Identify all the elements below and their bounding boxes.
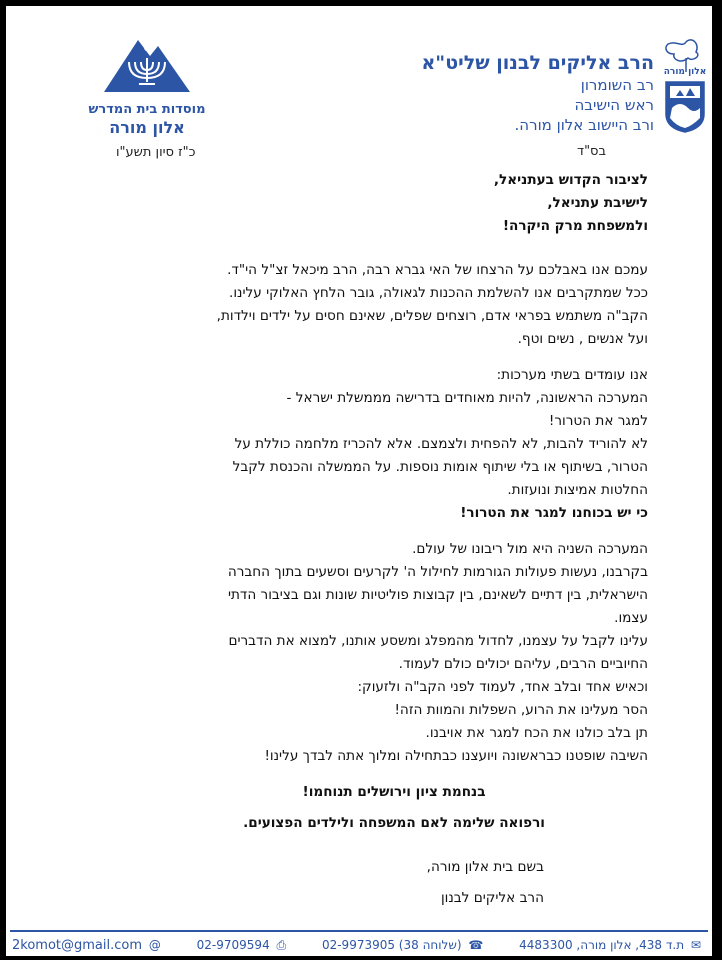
closing-wish: ורפואה שלימה לאם המשפחה ולילדים הפצועים.	[243, 815, 545, 831]
institution-line-2: אלון מורה	[109, 118, 185, 137]
footer	[12, 934, 704, 956]
institution-line-1: מוסדות בית המדרש	[88, 102, 206, 117]
rabbi-header	[421, 51, 654, 135]
paragraph-line: הקב"ה משתמש בפראי אדם, רוצחים שפלים, שאינם חסים על ילדים וילדות,	[216, 308, 648, 324]
rabbi-name: הרב אליקים לבנון שליט"א	[421, 52, 654, 74]
paragraph-line: החיוביים הרבים, עליהם יכולים כולם לעמוד.	[398, 656, 648, 672]
paragraph-line: תן בלב כולנו את הכח למגר את אויבנו.	[425, 725, 648, 741]
shield-crest-icon	[662, 38, 708, 134]
paragraph-line: הסר מעלינו את הרוע, השפלות והמוות הזה!	[394, 702, 648, 718]
footer-fax: 02-9709594	[196, 937, 270, 952]
addressee-line: לציבור הקדוש בעתניאל,	[493, 172, 648, 188]
rabbi-role-3: ורב היישוב אלון מורה.	[514, 116, 654, 134]
paragraph-line: המערכה השניה היא מול ריבונו של עולם.	[412, 541, 648, 557]
paragraph-line: ככל שמתקרבים אנו להשלמת ההכנות לגאולה, גובר הלחץ האלוקי עלינו.	[229, 285, 648, 301]
phone-icon: ☎	[468, 938, 484, 952]
footer-phone-group	[322, 938, 486, 952]
paragraph-line: השיבה שופטנו כבראשונה ויועצנו כבתחילה ומלוך אתה לבדך עלינו!	[264, 748, 648, 764]
at-icon: @	[148, 937, 161, 952]
paragraph-line: עמכם אנו באבלכם על הרצחו של האי גברא רבה, הרב מיכאל זצ"ל הי"ד.	[227, 262, 648, 278]
footer-email-group	[12, 938, 164, 953]
svg-text:אלון מורה: אלון מורה	[663, 67, 707, 77]
signature-name: הרב אליקים לבנון	[440, 890, 544, 906]
paragraph-line: ועל אנשים , נשים וטף.	[517, 331, 648, 347]
footer-address: ת.ד 438, אלון מורה, 4483300	[519, 938, 685, 952]
mountain-menorah-logo-icon	[104, 34, 190, 94]
emphasis-line: כי יש בכוחנו למגר את הטרור!	[460, 505, 648, 521]
paragraph-line: החלטות אמיצות ונועזות.	[507, 482, 648, 498]
footer-divider	[10, 930, 708, 932]
addressee-line: ולמשפחת מרק היקרה!	[502, 218, 648, 234]
footer-phone: 02-9973905 (שלוחה 38)	[321, 938, 462, 952]
closing-blessing: בנחמת ציון וירושלים תנוחמו!	[302, 784, 486, 800]
paragraph-line: המערכה הראשונה, להיות מאוחדים בדרישה מממשלת ישראל -	[286, 390, 648, 406]
rabbi-role-1: רב השומרון	[580, 76, 654, 94]
paragraph-line: עצמו.	[614, 610, 648, 626]
addressee-line: לישיבת עתניאל,	[547, 195, 648, 211]
signature-org: בשם בית אלון מורה,	[426, 859, 544, 875]
footer-email[interactable]: 2komot@gmail.com	[12, 937, 143, 953]
paragraph-line: אנו עומדים בשתי מערכות:	[496, 367, 648, 383]
envelope-icon: ✉	[690, 938, 701, 952]
footer-address-group	[519, 938, 704, 952]
paragraph-line: הישראלית, בין דתיים לשאינם, בין קבוצות פוליטיות שונות וגם בציבור הדתי	[227, 587, 648, 603]
paragraph-line: עלינו לקבל על עצמנו, לחדול מהמפלג ומשסע אותנו, למצוא את הדברים	[228, 633, 648, 649]
footer-fax-group	[197, 938, 289, 953]
fax-icon: ⎙	[276, 937, 287, 952]
paragraph-line: וכאיש אחד ובלב אחד, לעמוד לפני הקב"ה ולזעוק:	[357, 679, 648, 695]
bsd-mark: בס"ד	[576, 144, 606, 159]
letter-page	[6, 6, 712, 956]
letter-body	[70, 169, 648, 910]
institution-name	[86, 102, 208, 138]
paragraph-line: בקרבנו, נעשות פעולות הגורמות לחילול ה' לקרעים וסשעים בתוך החברה	[227, 564, 648, 580]
paragraph-line: לא להוריד להבות, לא להפחית ולצמצם. אלא להכריז מלחמה כוללת על	[234, 436, 648, 452]
paragraph-line: למגר את הטרור!	[548, 413, 648, 429]
rabbi-role-2: ראש הישיבה	[574, 96, 654, 114]
paragraph-line: הטרור, בשיתוף או בלי שיתוף אומות נוספות. על הממשלה והכנסת לקבל	[232, 459, 648, 475]
hebrew-date: כ"ז סיון תשע"ו	[116, 145, 196, 160]
